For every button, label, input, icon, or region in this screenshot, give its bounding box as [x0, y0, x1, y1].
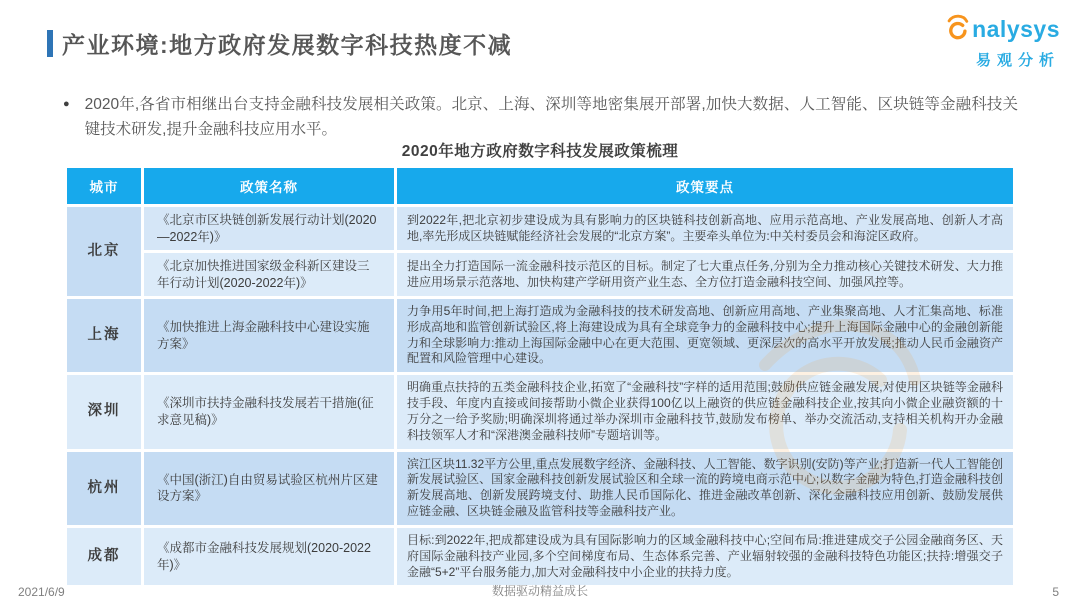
city-cell-beijing: 北京 [67, 207, 141, 296]
header-cell-policy-points: 政策要点 [397, 168, 1013, 204]
policy-name-cell: 《北京市区块链创新发展行动计划(2020—2022年)》 [144, 207, 394, 250]
header-cell-city: 城市 [67, 168, 141, 204]
header-cell-policy-name: 政策名称 [144, 168, 394, 204]
footer-slogan: 数据驱动精益成长 [491, 584, 588, 598]
policy-name-cell: 《成都市金融科技发展规划(2020-2022年)》 [144, 528, 394, 585]
table-header-row [67, 168, 1013, 204]
table-row-beijing-1 [67, 207, 1013, 250]
policy-points-cell: 目标:到2022年,把成都建设成为具有国际影响力的区域金融科技中心;空间布局:推进建成交子公园金融商务区、天府国际金融科技产业园,多个空间梯度布局、生态体系完善、产业辐射较强的金融科技特色功能区;扶持:增强交子金融“5+2”平台服务能力,加大对金融科技中小企业的扶持力度。 [397, 528, 1013, 585]
policy-table [64, 165, 1016, 588]
logo-brand-chinese: 易观分析 [975, 52, 1060, 69]
city-cell-shenzhen: 深圳 [67, 375, 141, 448]
footer-date: 2021/6/9 [18, 585, 65, 599]
intro-text: 2020年,各省市相继出台支持金融科技发展相关政策。北京、上海、深圳等地密集展开部署,加快大数据、人工智能、区块链等金融科技关键技术研发,提升金融科技应用水平。 [84, 96, 1018, 138]
policy-points-cell: 滨江区块11.32平方公里,重点发展数字经济、金融科技、人工智能、数字识别(安防)等产业;打造新一代人工智能创新发展试验区、国家金融科技创新发展试验区和全球一流的跨境电商示范中心;以数字金融为特色,打造金融科技创新发展高地、创新发展跨境支付、助推人民币国际化、推进金融改革创新、深化金融科技应用创新、鼓励发展供应链金融、区块链金融及监管科技等金融科技产业。 [397, 452, 1013, 525]
page-title: 产业环境:地方政府发展数字科技热度不减 [62, 32, 513, 58]
table-row-chengdu [67, 528, 1013, 585]
policy-name-cell: 《中国(浙江)自由贸易试验区杭州片区建设方案》 [144, 452, 394, 525]
policy-points-cell: 力争用5年时间,把上海打造成为金融科技的技术研发高地、创新应用高地、产业集聚高地、人才汇集高地、标准形成高地和监管创新试验区,将上海建设成为具有全球竞争力的金融科技中心;提升上海国际金融中心的金融创新能力和全球影响力:推动上海国际金融中心在更大范围、更宽领域、更深层次的高水平开放发展;推动人民币金融资产配置和风险管理中心建设。 [397, 299, 1013, 372]
policy-name-cell: 《深圳市扶持金融科技发展若干措施(征求意见稿)》 [144, 375, 394, 448]
title-block [47, 27, 512, 60]
title-accent-bar [47, 30, 53, 57]
logo-swirl-a-icon [943, 13, 971, 46]
city-cell-chengdu: 成都 [67, 528, 141, 585]
policy-name-cell: 《北京加快推进国家级金科新区建设三年行动计划(2020-2022年)》 [144, 253, 394, 296]
intro-bullet-row [63, 92, 1018, 142]
city-cell-hangzhou: 杭州 [67, 452, 141, 525]
table-row-beijing-2 [67, 253, 1013, 296]
footer-page-number: 5 [1052, 585, 1059, 599]
table-title: 2020年地方政府数字科技发展政策梳理 [401, 143, 679, 160]
city-cell-shanghai: 上海 [67, 299, 141, 372]
policy-points-cell: 明确重点扶持的五类金融科技企业,拓宽了“金融科技”字样的适用范围;鼓励供应链金融发展,对使用区块链等金融科技手段、年度内直接或间接帮助小微企业获得100亿以上融资的供应链金融科技企业,按其向小微企业融资额的十万分之一给予奖励;明确深圳将通过举办深圳市金融科技节,鼓励发布榜单、举办交流活动,支持相关机构开办金融科技领军人才和“深港澳金融科技师”专题培训等。 [397, 375, 1013, 448]
analysys-logo [943, 13, 1060, 70]
policy-points-cell: 提出全力打造国际一流金融科技示范区的目标。制定了七大重点任务,分别为全力推动核心关键技术研发、大力推进应用场景示范落地、加快构建产学研用资产业生态、全方位打造金融科技空间、加强风控等。 [397, 253, 1013, 296]
table-row-shenzhen [67, 375, 1013, 448]
table-row-shanghai [67, 299, 1013, 372]
table-row-hangzhou [67, 452, 1013, 525]
logo-brand-text: nalysys [972, 16, 1060, 42]
policy-points-cell: 到2022年,把北京初步建设成为具有影响力的区块链科技创新高地、应用示范高地、产业发展高地、创新人才高地,率先形成区块链赋能经济社会发展的“北京方案”。主要牵头单位为:中关村委员会和海淀区政府。 [397, 207, 1013, 250]
policy-name-cell: 《加快推进上海金融科技中心建设实施方案》 [144, 299, 394, 372]
bullet-icon: ● [63, 98, 70, 110]
